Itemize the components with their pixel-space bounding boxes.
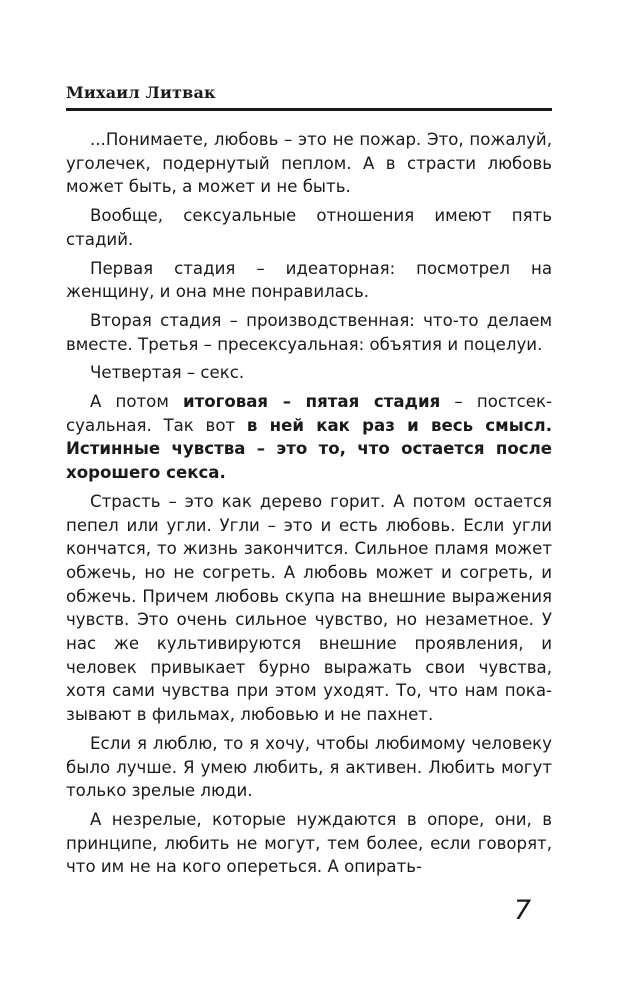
paragraph-9: А незрелые, которые нуждаются в опоре, они, в принципе, любить не могут, тем более, если говорят, что им не на кого опереться. А опирать-: [66, 809, 552, 877]
running-header: [66, 80, 552, 111]
body-text: [66, 128, 552, 879]
paragraph-6-bold-2: в ней как раз и весь смысл. Истинные чувства – это то, что остается после хорошего секса.: [66, 415, 553, 483]
paragraph-4: Вторая стадия – производственная: что-то делаем вместе. Третья – пресексуальная: объятия и поцелуи.: [66, 310, 552, 354]
paragraph-3: Первая стадия – идеаторная: посмотрел на женщину, и она мне понравилась.: [66, 258, 552, 302]
paragraph-6-text-1: А потом: [90, 392, 183, 412]
paragraph-6-text-2: – постсексуальная. Так вот: [66, 392, 552, 435]
paragraph-7: Страсть – это как дерево горит. А потом остается пепел или угли. Угли – это и есть любовь. Если угли кончатся, то жизнь закончится. Сильное пламя может обжечь, но не согреть. А любовь может и согреть, и обжечь. Причем любовь скупа на внешние выражения чувств. Это очень сильное чувство, но незаметное. У нас же культивируются внешние проявления, и человек привыкает бурно выражать свои чувства, хотя сами чувства при этом уходят. То, что нам показывают в фильмах, любовью и не пахнет.: [66, 491, 552, 725]
paragraph-8: Если я люблю, то я хочу, чтобы любимому человеку было лучше. Я умею любить, я активен. Любить могут только зрелые люди.: [66, 733, 552, 801]
page-number: 7: [513, 895, 531, 926]
paragraph-5: Четвертая – секс.: [90, 363, 245, 383]
author-name: Михаил Литвак: [66, 83, 216, 102]
paragraph-2: Вообще, сексуальные отношения имеют пять стадий.: [66, 206, 552, 249]
paragraph-6: [66, 390, 552, 485]
paragraph-6-bold-1: итоговая – пятая стадия: [183, 392, 441, 412]
paragraph-1: ...Понимаете, любовь – это не пожар. Это, пожалуй, уголечек, подернутый пеплом. А в страсти любовь может быть, а может и не быть.: [66, 130, 552, 197]
